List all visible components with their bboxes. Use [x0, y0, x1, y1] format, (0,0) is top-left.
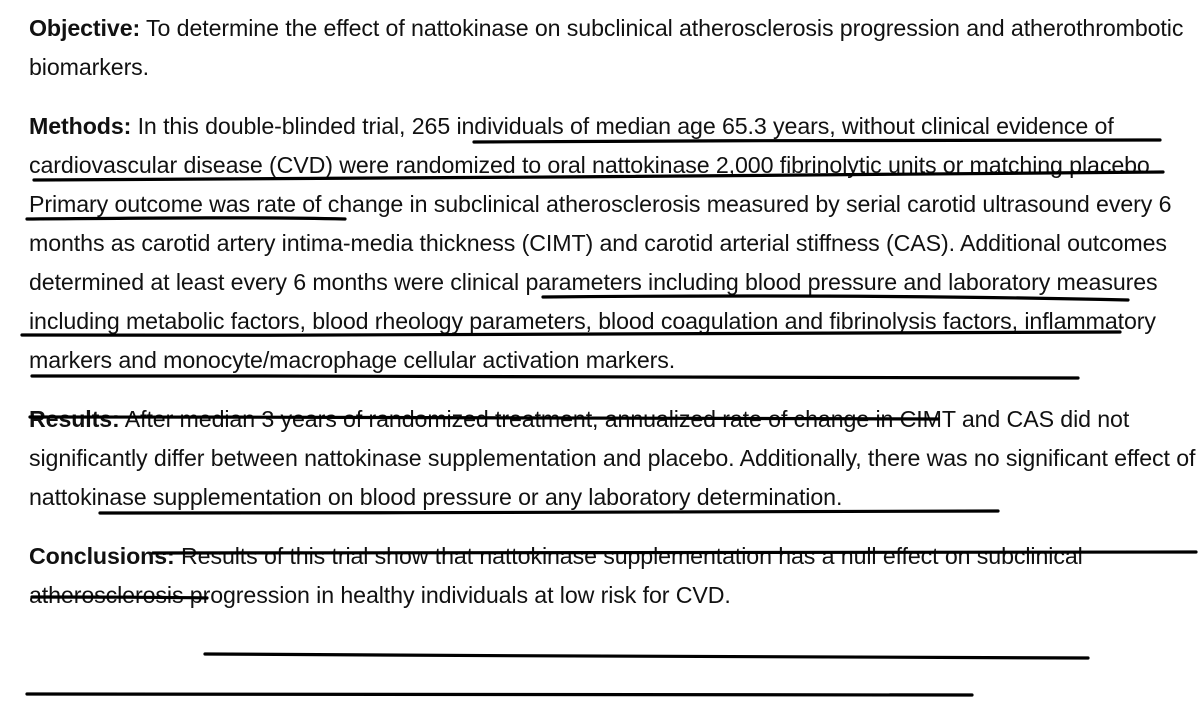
conclusions-label: Conclusions: — [29, 543, 175, 569]
objective-text: To determine the effect of nattokinase on subclinical atherosclerosis progression and atherothrombotic biomarkers. — [29, 15, 1184, 80]
objective-label: Objective: — [29, 15, 141, 41]
results-text: After median 3 years of randomized treatment, annualized rate of change in CIMT and CAS did not significantly differ between nattokinase supplementation and placebo. Additionally, there was no significant effect of nattokinase supplementation on blood pressure or any laboratory determination. — [29, 406, 1196, 510]
results-label: Results: — [29, 406, 120, 432]
methods-text: In this double-blinded trial, 265 individuals of median age 65.3 years, without clinical evidence of cardiovascular disease (CVD) were randomized to oral nattokinase 2,000 fibrinolytic units or matching placebo. Primary outcome was rate of change in subclinical atherosclerosis measured by serial carotid ultrasound every 6 months as carotid artery intima-media thickness (CIMT) and carotid arterial stiffness (CAS). Additional outcomes determined at least every 6 months were clinical parameters including blood pressure and laboratory measures including metabolic factors, blood rheology parameters, blood coagulation and fibrinolysis factors, inflammatory markers and monocyte/macrophage cellular activation markers. — [29, 113, 1172, 373]
conclusions-text: Results of this trial show that nattokinase supplementation has a null effect on subclinical atherosclerosis progression in healthy individuals at low risk for CVD. — [29, 543, 1083, 608]
methods-paragraph — [29, 107, 1197, 380]
underline-mark — [205, 654, 1088, 658]
abstract-body — [29, 9, 1197, 615]
results-paragraph — [29, 400, 1197, 517]
objective-paragraph — [29, 9, 1197, 87]
conclusions-paragraph — [29, 537, 1197, 615]
underline-mark — [27, 694, 972, 696]
methods-label: Methods: — [29, 113, 132, 139]
